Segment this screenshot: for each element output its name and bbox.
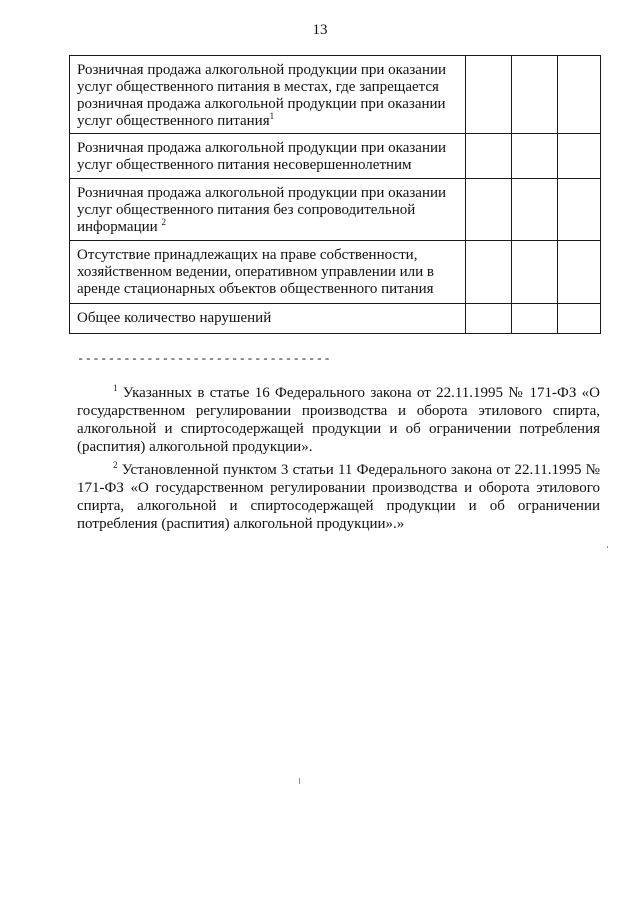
row-description: Розничная продажа алкогольной продукции при оказании услуг общественного питания без сопроводительной информации $^2$ [70, 179, 466, 241]
page-number: 13 [312, 22, 328, 38]
table-cell [558, 241, 601, 304]
footnote-ref: 1 [269, 111, 275, 121]
table-cell [512, 179, 558, 241]
table-cell [466, 56, 512, 134]
table-row [70, 241, 601, 304]
table-cell [512, 134, 558, 179]
footnote-1: $^1$ Указанных в статье 16 Федерального закона от 22.11.1995 № 171-ФЗ «О государственном регулировании производства и оборота этилового спирта, алкогольной и спиртосодержащей продукции и об ограничении потребления (распития) алкогольной продукции». [77, 383, 600, 455]
scan-speck [607, 546, 608, 548]
table-cell [466, 179, 512, 241]
table-cell [558, 304, 601, 334]
footnote-separator: --------------------------------- [77, 352, 332, 366]
row-description: Отсутствие принадлежащих на праве собственности, хозяйственном ведении, оперативном управлении или в аренде стационарных объектов общественного питания [70, 241, 466, 304]
table-row [70, 134, 601, 179]
table-cell [512, 241, 558, 304]
row-description: Розничная продажа алкогольной продукции при оказании услуг общественного питания в местах, где запрещается розничная продажа алкогольной продукции при оказании услуг общественного питания$^1$ [70, 56, 466, 134]
table-cell [466, 134, 512, 179]
row-description: Розничная продажа алкогольной продукции при оказании услуг общественного питания несовершеннолетним [70, 134, 466, 179]
violations-table [69, 55, 601, 334]
row-description: Общее количество нарушений [70, 304, 466, 334]
table-cell [558, 179, 601, 241]
table-cell [466, 241, 512, 304]
table-cell [558, 134, 601, 179]
footnote-ref: 2 [161, 217, 166, 227]
footnote-mark: 1 [113, 383, 118, 393]
table-row [70, 56, 601, 134]
table-row [70, 304, 601, 334]
table-row [70, 179, 601, 241]
footnote-mark: 2 [113, 460, 118, 470]
table-cell [466, 304, 512, 334]
scan-speck [299, 778, 300, 784]
footnote-2: $^2$ Установленной пунктом 3 статьи 11 Федерального закона от 22.11.1995 № 171-ФЗ «О государственном регулировании производства и оборота этилового спирта, алкогольной и спиртосодержащей продукции и об ограничении потребления (распития) алкогольной продукции».» [77, 460, 600, 532]
table-cell [558, 56, 601, 134]
table-cell [512, 56, 558, 134]
table-cell [512, 304, 558, 334]
